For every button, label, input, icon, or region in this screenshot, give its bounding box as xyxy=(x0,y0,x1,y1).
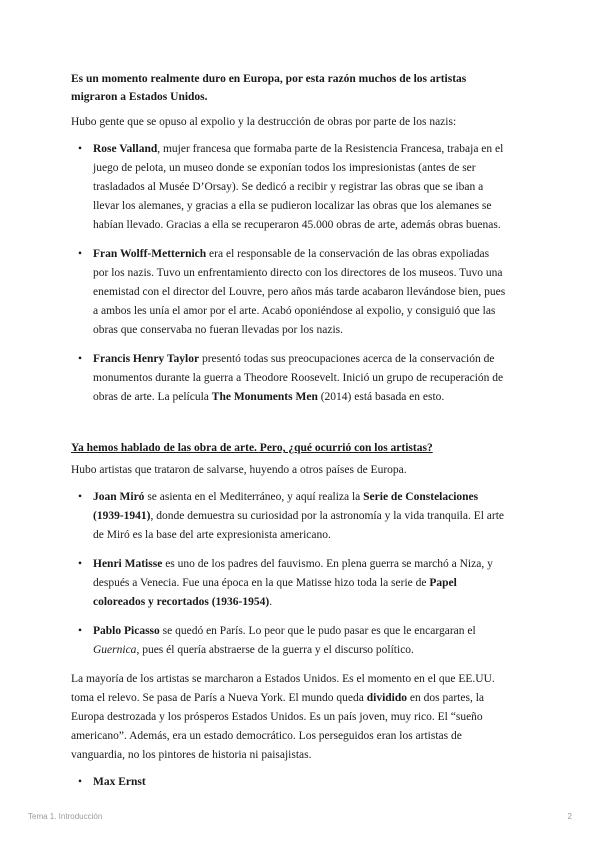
text-line: La mayoría de los artistas se marcharon a Estados Unidos. Es el momento en el que EE.UU. xyxy=(71,673,495,685)
emphasis: dividido xyxy=(366,692,408,704)
person-name: Francis Henry Taylor xyxy=(93,353,200,365)
person-name: Joan Miró xyxy=(93,491,145,503)
text-line: monumentos durante la guerra a Theodore Roosevelt. Inició un grupo de recuperación de xyxy=(93,372,504,384)
section2-heading: Ya hemos hablado de las obra de arte. Pero, ¿qué ocurrió con los artistas? xyxy=(71,442,433,454)
list-item-rose-valland xyxy=(71,140,531,235)
list-item-joan-miro xyxy=(71,488,531,545)
section2-paragraph xyxy=(71,670,531,765)
work-title: Guernica xyxy=(93,644,137,656)
text-line: (2014) está basada en esto. xyxy=(317,391,445,403)
text-line: obras de arte. La película xyxy=(93,391,212,403)
section1-heading-line1: Es un momento realmente duro en Europa, por esta razón muchos de los artistas xyxy=(71,73,467,85)
text-line: trasladados al Musée D’Orsay). Se dedicó a recibir y registrar las obras que se iban a xyxy=(93,181,484,193)
text-line: se quedó en París. Lo peor que le pudo pasar es que le encargaran el xyxy=(159,625,476,637)
section1-list xyxy=(71,140,531,407)
list-item-pablo-picasso xyxy=(71,622,531,660)
person-name: Fran Wolff-Metternich xyxy=(93,248,207,260)
text-line: Europa destrozada y los prósperos Estados Unidos. Es un país joven, muy rico. El “sueño xyxy=(71,711,483,723)
list-item-henry-taylor xyxy=(71,350,531,407)
text-line: , pues él quería abstraerse de la guerra y el discurso político. xyxy=(136,644,414,656)
person-name: Henri Matisse xyxy=(93,558,163,570)
section2-list-2 xyxy=(71,773,531,792)
text-line: llevar los alemanes, y gracias a ella se pudieron localizar las obras que los alemanes se xyxy=(93,200,492,212)
text-line: a ambos les unía el amor por el arte. Acabó oponiéndose al expolio, y consiguió que las xyxy=(93,305,496,317)
film-title: The Monuments Men xyxy=(211,391,318,403)
footer-page-number: 2 xyxy=(567,812,572,821)
text-line: después a Venecia. Fue una época en la que Matisse hizo toda la serie de xyxy=(93,577,430,589)
person-name: Max Ernst xyxy=(93,776,146,788)
text-line: vanguardia, no los pintores de historia ni paisajistas. xyxy=(71,749,312,761)
footer-chapter: Tema 1. Introducción xyxy=(28,812,103,821)
text-line: . xyxy=(269,596,273,608)
section1-heading-line2: migraron a Estados Unidos. xyxy=(71,91,208,103)
document-page xyxy=(71,70,531,792)
text-line: era el responsable de la conservación de las obras expoliadas xyxy=(206,248,490,260)
text-line: por los nazis. Tuvo un enfrentamiento directo con los directores de los museos. Tuvo una xyxy=(93,267,503,279)
list-item-max-ernst xyxy=(71,773,531,792)
work-title: Serie de Constelaciones xyxy=(363,491,479,503)
text-line: toma el relevo. Se pasa de París a Nueva York. El mundo queda xyxy=(71,692,367,704)
text-line: en dos partes, la xyxy=(407,692,484,704)
section2-intro: Hubo artistas que trataron de salvarse, huyendo a otros países de Europa. xyxy=(71,464,407,476)
section2-list xyxy=(71,488,531,660)
text-line: de Miró es la base del arte expresionista americano. xyxy=(93,529,331,541)
work-date: (1939-1941) xyxy=(93,510,151,522)
section1-intro: Hubo gente que se opuso al expolio y la destrucción de obras por parte de los nazis: xyxy=(71,116,457,128)
list-item-wolff-metternich xyxy=(71,245,531,340)
text-line: presentó todas sus preocupaciones acerca de la conservación de xyxy=(199,353,495,365)
person-name: Pablo Picasso xyxy=(93,625,160,637)
text-line: , donde demuestra su curiosidad por la astronomía y la vida tranquila. El arte xyxy=(150,510,505,522)
list-item-henri-matisse xyxy=(71,555,531,612)
person-name: Rose Valland xyxy=(93,143,158,155)
section1-heading xyxy=(71,70,531,106)
text-line: americano”. Además, era un estado democrático. Los perseguidos eran los artistas de xyxy=(71,730,462,742)
work-title-cont: coloreados y recortados (1936-1954) xyxy=(93,596,270,608)
text-line: obras que conservaba no fueran llevadas por los nazis. xyxy=(93,324,344,336)
text-line: es uno de los padres del fauvismo. En plena guerra se marchó a Niza, y xyxy=(162,558,493,570)
work-title: Papel xyxy=(429,577,457,589)
text-line: , mujer francesa que formaba parte de la Resistencia Francesa, trabaja en el xyxy=(157,143,504,155)
text-line: se asienta en el Mediterráneo, y aquí realiza la xyxy=(144,491,364,503)
text-line: juego de pelota, un museo donde se exponían todos los impresionistas (antes de ser xyxy=(93,162,476,174)
text-line: enemistad con el director del Louvre, pero años más tarde acabaron llevándose bien, pues xyxy=(93,286,506,298)
text-line: habían llevado. Gracias a ella se recuperaron 45.000 obras de arte, además obras buenas. xyxy=(93,219,501,231)
